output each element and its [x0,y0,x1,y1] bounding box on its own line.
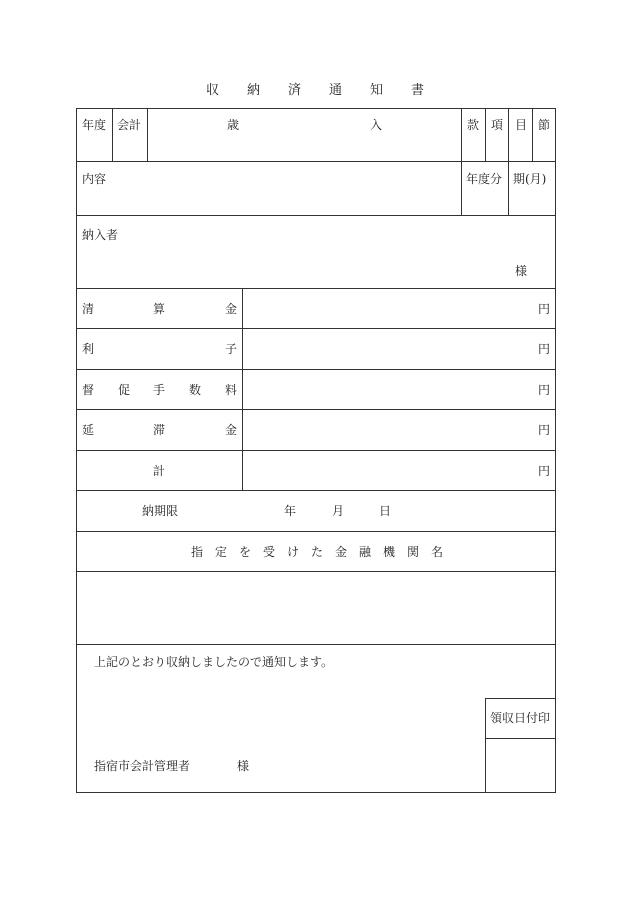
nendobun-label: 年度分 [466,172,503,186]
stamp-label: 領収日付印 [490,711,551,725]
rule [461,108,462,216]
rule [485,698,556,699]
bank-header-char: 関 [407,545,420,559]
amount-char: 子 [225,342,238,356]
header-kan: 款 [467,118,480,132]
deadline-year: 年 [284,504,297,518]
rule [76,644,556,645]
amount-unit: 円 [538,464,551,478]
rule [76,531,556,532]
header-nyu: 入 [370,118,383,132]
amount-char: 延 [82,423,95,437]
amount-char: 計 [153,464,166,478]
border-top [76,108,556,109]
amount-char: 手 [153,383,166,397]
deadline-label: 納期限 [142,504,179,518]
header-setsu: 節 [538,118,551,132]
bank-header-char: け [287,545,300,559]
bank-header-char: を [239,545,252,559]
amount-char: 料 [225,383,238,397]
header-moku: 目 [515,118,528,132]
amount-char: 金 [225,423,238,437]
header-nendo: 年度 [82,118,107,132]
title-char: 通 [329,83,343,98]
rule [532,108,533,162]
amount-unit: 円 [538,342,551,356]
rule [76,288,556,289]
title-char: 知 [370,83,384,98]
amount-char: 滞 [153,423,166,437]
naiyou-label: 内容 [82,172,107,186]
rule [76,369,556,370]
document-title [0,84,630,98]
bank-header-char: 融 [359,545,372,559]
bank-header-char: 定 [215,545,228,559]
amount-char: 数 [189,383,202,397]
notice-message: 上記のとおり収納しましたので通知します。 [94,655,334,669]
border-bottom [76,792,556,793]
amount-unit: 円 [538,423,551,437]
recipient-label: 指宿市会計管理者 [94,759,191,773]
rule [485,108,486,162]
rule [76,161,556,162]
title-char: 収 [205,83,219,98]
rule [242,288,243,491]
bank-header-char: 指 [191,545,204,559]
title-char: 書 [411,83,425,98]
rule [76,328,556,329]
payer-label: 納入者 [82,228,119,242]
amount-unit: 円 [538,383,551,397]
title-char: 納 [246,83,260,98]
rule [76,571,556,572]
amount-char: 算 [153,302,166,316]
rule [485,738,556,739]
deadline-day: 日 [379,504,392,518]
header-sai: 歳 [227,118,240,132]
header-kaikei: 会計 [117,118,142,132]
ki-label: 期(月) [513,172,547,186]
amount-char: 促 [118,383,131,397]
rule [147,108,148,162]
bank-header-char: 金 [335,545,348,559]
amount-char: 金 [225,302,238,316]
bank-header-char: た [311,545,324,559]
bank-header-char: 機 [383,545,396,559]
rule [112,108,113,162]
bank-header-char: 受 [263,545,276,559]
rule [76,409,556,410]
rule [76,450,556,451]
amount-char: 督 [82,383,95,397]
amount-unit: 円 [538,302,551,316]
rule [508,108,509,216]
title-char: 済 [287,83,301,98]
bank-header-char: 名 [431,545,444,559]
rule [485,698,486,793]
payer-sama: 様 [515,264,528,278]
rule [76,215,556,216]
amount-char: 利 [82,342,95,356]
recipient-sama: 様 [237,759,250,773]
header-kou: 項 [491,118,504,132]
rule [76,490,556,491]
deadline-month: 月 [332,504,345,518]
amount-char: 清 [82,302,95,316]
